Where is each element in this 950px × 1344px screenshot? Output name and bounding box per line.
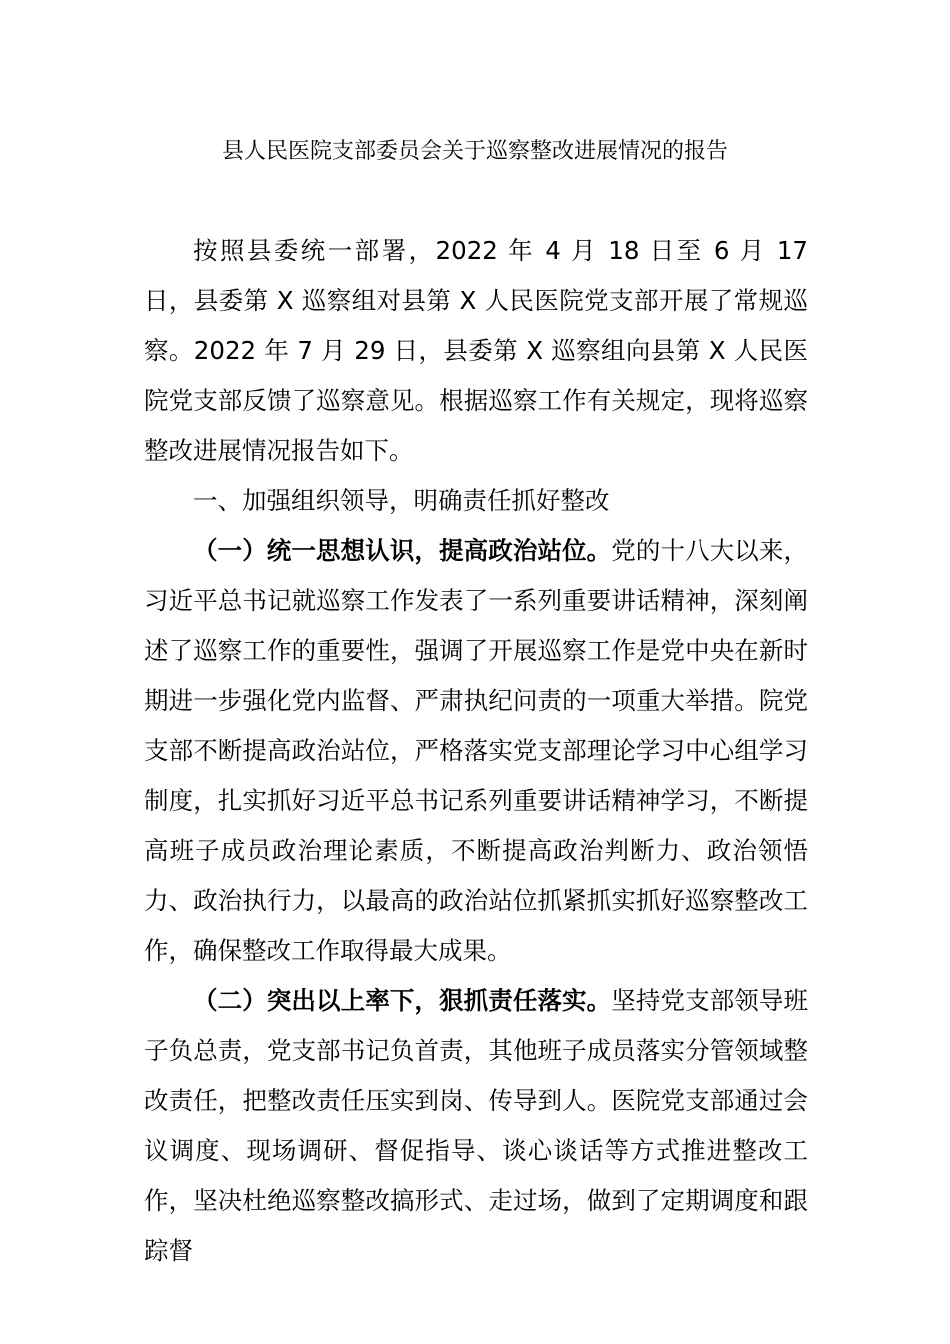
subsection-paragraph-1 <box>144 526 808 976</box>
subsection-text-2: 坚持党支部领导班子负总责，党支部书记负首责，其他班子成员落实分管领域整改责任，把整改责任压实到岗、传导到人。医院党支部通过会议调度、现场调研、督促指导、谈心谈话等方式推进整改工作，坚决杜绝巡察整改搞形式、走过场，做到了定期调度和跟踪督 <box>144 986 809 1265</box>
section-heading-1: 一、加强组织领导，明确责任抓好整改 <box>193 486 610 515</box>
intro-paragraph: 按照县委统一部署，2022 年 4 月 18 日至 6 月 17 日，县委第 X 巡察组对县第 X 人民医院党支部开展了常规巡察。2022 年 7 月 29 日，县委第 X 巡察组向县第 X 人民医院党支部反馈了巡察意见。根据巡察工作有关规定，现将巡察整改进展情况报告如下。 <box>144 236 808 465</box>
document-title: 县人民医院支部委员会关于巡察整改进展情况的报告 <box>221 139 728 164</box>
document-body <box>144 226 808 1276</box>
subsection-paragraph-2 <box>144 976 808 1276</box>
subsection-heading-2: （二）突出以上率下，狠抓责任落实。 <box>193 986 612 1015</box>
subsection-heading-1: （一）统一思想认识，提高政治站位。 <box>193 536 612 565</box>
subsection-text-1: 党的十八大以来，习近平总书记就巡察工作发表了一系列重要讲话精神，深刻阐述了巡察工作的重要性，强调了开展巡察工作是党中央在新时期进一步强化党内监督、严肃执纪问责的一项重大举措。院党支部不断提高政治站位，严格落实党支部理论学习中心组学习制度，扎实抓好习近平总书记系列重要讲话精神学习，不断提高班子成员政治理论素质，不断提高政治判断力、政治领悟力、政治执行力，以最高的政治站位抓紧抓实抓好巡察整改工作，确保整改工作取得最大成果。 <box>144 536 809 965</box>
